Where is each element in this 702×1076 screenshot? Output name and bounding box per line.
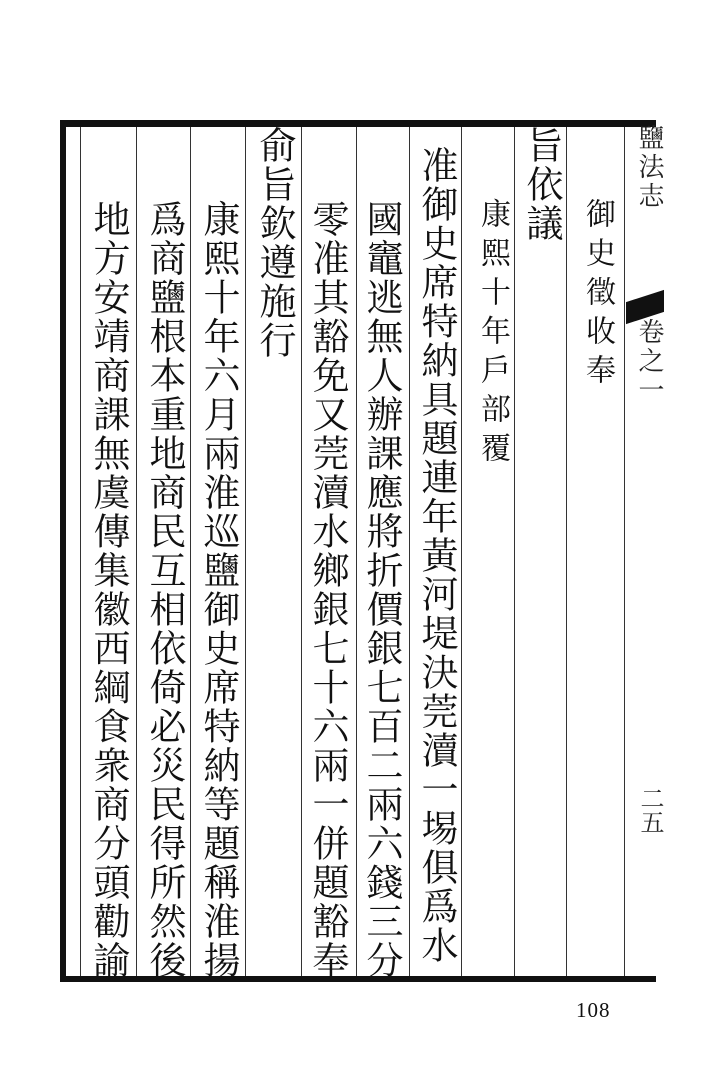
column-rule	[566, 127, 567, 976]
text-column-2: 旨依議	[520, 126, 563, 243]
edge-volume: 卷之一	[634, 318, 664, 405]
column-rule	[245, 127, 246, 976]
column-rule	[136, 127, 137, 976]
text-column-1: 御史徵收奉	[580, 198, 615, 393]
column-rule	[301, 127, 302, 976]
text-column-9: 爲商鹽根本重地商民互相依倚必災民得所然後	[143, 200, 186, 980]
column-rule	[461, 127, 462, 976]
column-rule	[624, 127, 625, 976]
text-column-4: 准御史席特納具題連年黃河堤決莞瀆一埸俱爲水	[415, 146, 458, 965]
column-rule	[409, 127, 410, 976]
text-column-7: 俞旨欽遵施行	[253, 126, 296, 360]
column-rule	[80, 127, 81, 976]
text-column-8: 康熙十年六月兩淮巡鹽御史席特納等題稱淮揚	[197, 200, 240, 980]
text-column-10: 地方安靖商課無虞傳集徽西綱食衆商分頭勸諭	[87, 200, 130, 980]
text-column-3: 康熙十年戶部覆	[475, 198, 510, 471]
edge-title: 鹽法志	[634, 124, 664, 211]
column-rule	[190, 127, 191, 976]
page-number: 108	[576, 998, 611, 1022]
frame-left-border	[60, 120, 66, 982]
text-column-5: 國竈逃無人辦課應將折價銀七百二兩六錢三分	[360, 200, 403, 980]
frame-top-border	[60, 120, 656, 127]
leaf-number: 二五	[636, 786, 664, 834]
text-column-6: 零准其豁免又莞瀆水鄉銀七十六兩一併題豁奉	[306, 200, 349, 980]
